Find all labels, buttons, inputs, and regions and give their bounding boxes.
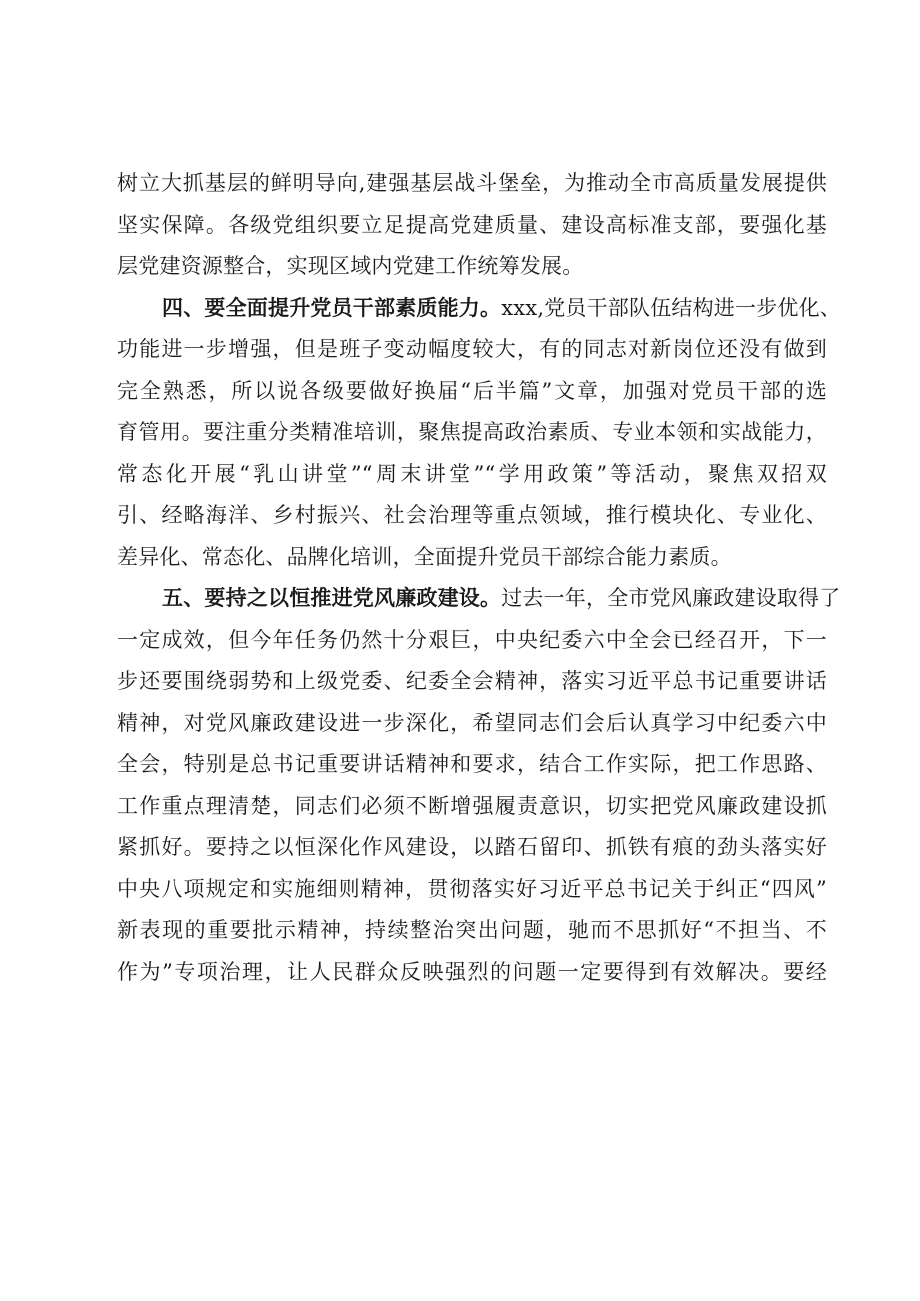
text-line: 新表现的重要批示精神，持续整治突出问题，驰而不思抓好“不担当、不	[117, 918, 827, 942]
section-five-lead: 过去一年，全市党风廉政建设取得了	[501, 586, 841, 610]
text-line: 育管用。要注重分类精准培训，聚焦提高政治素质、专业本领和实战能力，	[117, 420, 827, 444]
text-line: 精神，对党风廉政建设进一步深化，希望同志们会后认真学习中纪委六中	[117, 710, 827, 735]
text-line: 常态化开展“乳山讲堂”“周末讲堂”“学用政策”等活动，聚焦双招双	[117, 461, 827, 486]
section-heading-five: 五、要持之以恒推进党风廉政建设。	[162, 586, 502, 610]
text-line: 树立大抓基层的鲜明导向,建强基层战斗堡垒，为推动全市高质量发展提供	[117, 171, 827, 195]
text-line: 差异化、常态化、品牌化培训，全面提升党员干部综合能力素质。	[117, 544, 732, 569]
document-body	[117, 163, 842, 993]
text-line: 完全熟悉，所以说各级要做好换届“后半篇”文章，加强对党员干部的选	[117, 378, 827, 403]
text-line	[117, 288, 842, 330]
text-line: 步还要围绕弱势和上级党委、纪委全会精神，落实习近平总书记重要讲话	[117, 669, 827, 693]
text-line: 紧抓好。要持之以恒深化作风建设，以踏石留印、抓铁有痕的劲头落实好	[117, 835, 827, 859]
section-four-lead: xxx,党员干部队伍结构进一步优化、	[501, 295, 842, 320]
text-line: 一定成效，但今年任务仍然十分艰巨，中央纪委六中全会已经召开，下一	[117, 627, 827, 652]
paragraph-section-five	[117, 578, 841, 993]
text-line	[117, 578, 841, 620]
text-line: 全会，特别是总书记重要讲话精神和要求，结合工作实际，把工作思路、	[117, 752, 827, 776]
text-line: 中央八项规定和实施细则精神，贯彻落实好习近平总书记关于纠正“四风”	[117, 876, 827, 901]
text-line: 功能进一步增强，但是班子变动幅度较大，有的同志对新岗位还没有做到	[117, 337, 827, 361]
text-line: 坚实保障。各级党组织要立足提高党建质量、建设高标准支部，要强化基	[117, 212, 827, 237]
paragraph-continuation	[117, 163, 827, 288]
paragraph-section-four	[117, 288, 842, 579]
text-line: 工作重点理清楚，同志们必须不断增强履责意识，切实把党风廉政建设抓	[117, 793, 827, 818]
section-heading-four: 四、要全面提升党员干部素质能力。	[162, 295, 502, 320]
text-line: 层党建资源整合，实现区域内党建工作统筹发展。	[117, 254, 584, 278]
text-line: 作为”专项治理，让人民群众反映强烈的问题一定要得到有效解决。要经	[117, 959, 827, 984]
text-line: 引、经略海洋、乡村振兴、社会治理等重点领域，推行模块化、专业化、	[117, 503, 827, 527]
